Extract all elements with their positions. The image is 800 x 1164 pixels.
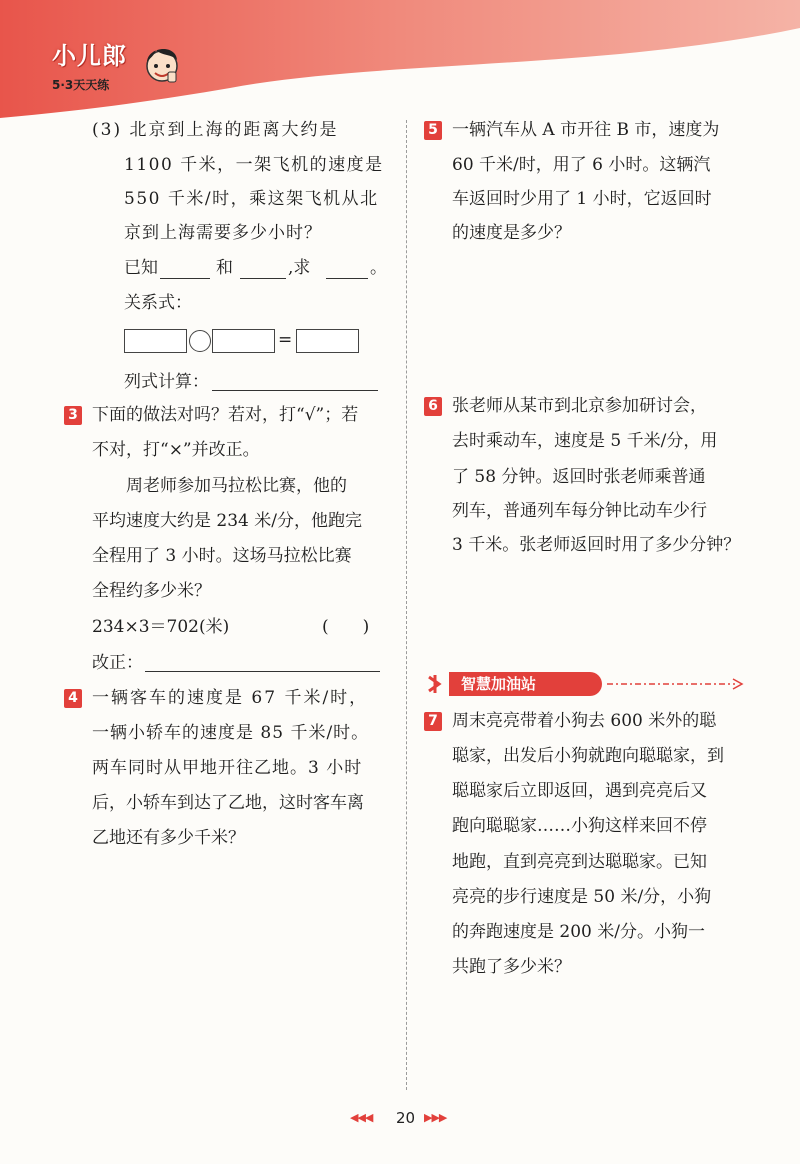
calc-answer-line[interactable] [212, 390, 378, 391]
q7-line-7: 的奔跑速度是 200 米/分。小狗一 [452, 922, 705, 942]
q6-line-5: 3 千米。张老师返回时用了多少分钟？ [452, 535, 741, 555]
q4-line-5: 乙地还有多少千米？ [92, 828, 245, 848]
q7-line-3: 聪聪家后立即返回，遇到亮亮后又 [452, 781, 707, 801]
q7-line-1: 周末亮亮带着小狗去 600 米外的聪 [452, 711, 717, 731]
q3-line-1: 下面的做法对吗？若对，打“√”；若 [92, 405, 359, 425]
q2-3-line-1: (3) 北京到上海的距离大约是 [92, 120, 339, 140]
page-number: 20 [396, 1109, 416, 1127]
brand-logo [50, 36, 180, 96]
q3-correction-label: 改正： [92, 653, 143, 673]
q6-line-3: 了 58 分钟。返回时张老师乘普通 [452, 467, 706, 487]
q4-line-2: 一辆小轿车的速度是 85 千米/时。 [92, 723, 370, 743]
relation-box-2[interactable] [212, 329, 275, 353]
mascot-icon [142, 36, 182, 88]
and-label: 和 [216, 258, 233, 278]
find-blank[interactable] [326, 278, 368, 279]
q7-line-6: 亮亮的步行速度是 50 米/分，小狗 [452, 887, 712, 907]
q7-number-badge: 7 [424, 712, 442, 731]
equals-sign: = [278, 330, 293, 350]
operator-circle[interactable] [189, 330, 211, 352]
relation-box-1[interactable] [124, 329, 187, 353]
calc-label: 列式计算： [124, 372, 209, 392]
brand-title: 小儿郎 [52, 42, 127, 70]
q2-3-line-2: 1100 千米，一架飞机的速度是 [124, 155, 384, 175]
q7-line-4: 跑向聪聪家……小狗这样来回不停 [452, 816, 707, 836]
q4-line-1: 一辆客车的速度是 67 千米/时， [92, 688, 369, 708]
prev-page-arrows[interactable]: ◀◀◀ [350, 1111, 373, 1124]
q6-line-2: 去时乘动车，速度是 5 千米/分，用 [452, 431, 718, 451]
banner-label: 智慧加油站 [449, 672, 602, 696]
banner-arrow-icon [605, 678, 745, 690]
known-label: 已知 [124, 258, 158, 278]
q4-line-4: 后，小轿车到达了乙地，这时客车离 [92, 793, 364, 813]
relation-label: 关系式： [124, 293, 192, 313]
q3-line-6: 全程约多少米？ [92, 581, 211, 601]
q2-3-line-4: 京到上海需要多少小时？ [124, 223, 322, 243]
brand-subtitle: 5·3天天练 [52, 78, 110, 92]
q4-number-badge: 4 [64, 689, 82, 708]
q2-3-line-3: 550 千米/时，乘这架飞机从北 [124, 189, 379, 209]
q3-line-5: 全程用了 3 小时。这场马拉松比赛 [92, 546, 352, 566]
q5-line-1: 一辆汽车从 A 市开往 B 市，速度为 [452, 120, 720, 140]
q7-line-2: 聪家，出发后小狗就跑向聪聪家，到 [452, 746, 724, 766]
q3-line-2: 不对，打“×”并改正。 [92, 440, 260, 460]
q6-line-4: 列车，普通列车每分钟比动车少行 [452, 501, 707, 521]
q5-number-badge: 5 [424, 121, 442, 140]
relation-box-3[interactable] [296, 329, 359, 353]
q3-number-badge: 3 [64, 406, 82, 425]
q6-line-1: 张老师从某市到北京参加研讨会， [452, 396, 707, 416]
q3-formula: 234×3＝702(米) [92, 617, 230, 637]
q3-line-3: 周老师参加马拉松比赛，他的 [126, 476, 347, 496]
q5-line-4: 的速度是多少？ [452, 223, 571, 243]
period: 。 [370, 258, 387, 278]
known-blank-2[interactable] [240, 278, 286, 279]
column-divider [406, 120, 407, 1090]
next-page-arrows[interactable]: ▶▶▶ [424, 1111, 447, 1124]
q7-line-5: 地跑，直到亮亮到达聪聪家。已知 [452, 852, 707, 872]
q4-line-3: 两车同时从甲地开往乙地。3 小时 [92, 758, 363, 778]
sparkle-icon [427, 673, 451, 695]
q3-correction-line[interactable] [145, 671, 380, 672]
q3-judge-bracket[interactable]: ( ) [322, 617, 370, 637]
find-label: ,求 [288, 258, 311, 278]
q3-line-4: 平均速度大约是 234 米/分，他跑完 [92, 511, 362, 531]
q6-number-badge: 6 [424, 397, 442, 416]
q5-line-2: 60 千米/时，用了 6 小时。这辆汽 [452, 155, 711, 175]
q5-line-3: 车返回时少用了 1 小时，它返回时 [452, 189, 712, 209]
known-blank-1[interactable] [160, 278, 210, 279]
q7-line-8: 共跑了多少米？ [452, 957, 571, 977]
